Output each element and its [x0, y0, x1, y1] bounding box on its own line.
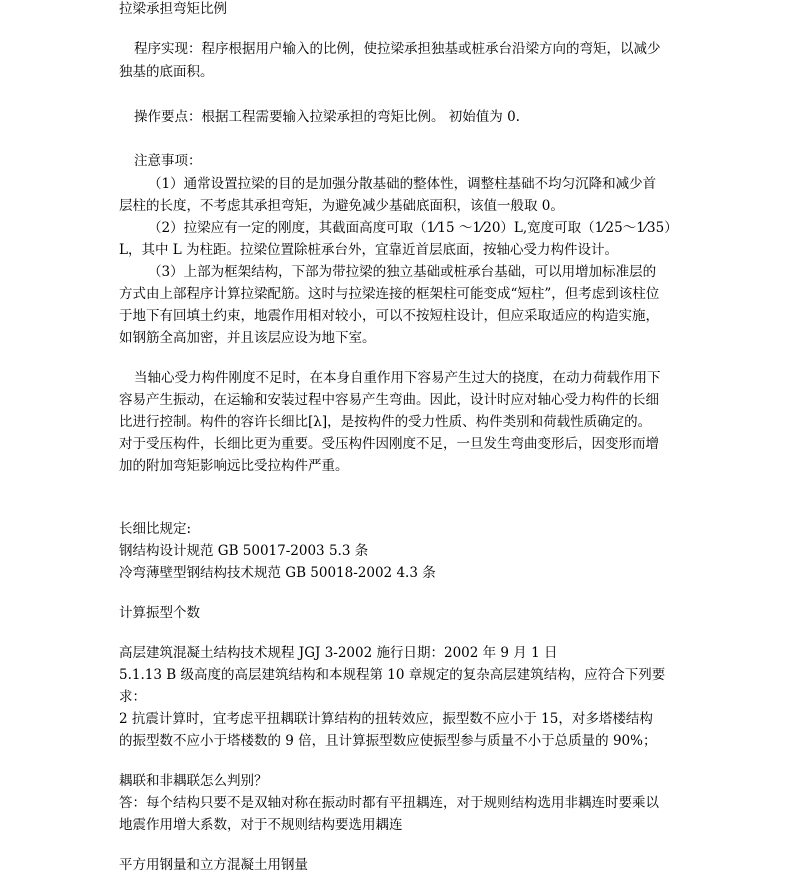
- answer-line-2: 地震作用增大系数，对于不规则结构要选用耦连: [119, 817, 403, 833]
- item2-line-2: 的振型数不应小于塔楼数的 9 倍，且计算振型数应使振型参与质量不小于总质量的 90%；: [119, 733, 657, 749]
- ops-line: 操作要点：根据工程需要输入拉梁承担的弯矩比例。 初始值为 0.: [134, 109, 520, 125]
- slender-para-line-1: 当轴心受力构件刚度不足时，在本身自重作用下容易产生过大的挠度，在动力荷载作用下: [134, 370, 661, 386]
- note3-line-4: 如钢筋全高加密，并且该层应设为地下室。: [119, 330, 376, 346]
- note3-line-2: 方式由上部程序计算拉梁配筋。这时与拉梁连接的框架柱可能变成“短柱”，但考虑到该柱位: [119, 286, 660, 302]
- item2-line-1: 2 抗震计算时，宜考虑平扭耦联计算结构的扭转效应，振型数不应小于 15，对多塔楼结构: [119, 711, 653, 727]
- note2-line-2: L，其中 L 为柱距。拉梁位置除桩承台外，宜靠近首层底面，按轴心受力构件设计。: [119, 242, 619, 258]
- jgj-code-line: 高层建筑混凝土结构技术规程 JGJ 3-2002 施行日期：2002 年 9 月 1 日: [119, 645, 558, 661]
- note1-line-1: （1）通常设置拉梁的目的是加强分散基础的整体性，调整柱基础不均匀沉降和减少首: [148, 176, 657, 192]
- note3-line-3: 于地下有回填土约束，地震作用相对较小，可以不按短柱设计，但应采取适应的构造实施，: [119, 308, 659, 324]
- impl-line-2: 独基的底面积。: [119, 64, 214, 80]
- code-gb50017: 钢结构设计规范 GB 50017-2003 5.3 条: [119, 543, 369, 559]
- slender-para-line-5: 加的附加弯矩影响远比受拉构件严重。: [119, 458, 349, 474]
- code-gb50018: 冷弯薄壁型钢结构技术规范 GB 50018-2002 4.3 条: [119, 565, 436, 581]
- note1-line-2: 层柱的长度，不考虑其承担弯矩，为避免减少基础底面积，该值一般取 0。: [119, 198, 564, 214]
- note2-line-1: （2）拉梁应有一定的刚度，其截面高度可取（1⁄15 ～1⁄20）L,宽度可取（1⁄25～1⁄35）: [148, 220, 678, 236]
- heading-vibration-modes: 计算振型个数: [119, 605, 200, 621]
- slender-para-line-2: 容易产生振动，在运输和安装过程中容易产生弯曲。因此，设计时应对轴心受力构件的长细: [119, 392, 659, 408]
- note3-line-1: （3）上部为框架结构，下部为带拉梁的独立基础或桩承台基础，可以用增加标准层的: [148, 264, 657, 280]
- heading-steel-usage: 平方用钢量和立方混凝土用钢量: [119, 857, 308, 873]
- slender-para-line-3: 比进行控制。构件的容许长细比[λ]，是按构件的受力性质、构件类别和荷载性质确定的。: [119, 414, 652, 430]
- notes-title: 注意事项：: [134, 153, 202, 169]
- slender-para-line-4: 对于受压构件，长细比更为重要。受压构件因刚度不足，一旦发生弯曲变形后，因变形而增: [119, 436, 659, 452]
- answer-line-1: 答：每个结构只要不是双轴对称在振动时都有平扭耦连，对于规则结构选用非耦连时要乘以: [119, 795, 659, 811]
- clause-line-1: 5.1.13 B 级高度的高层建筑结构和本规程第 10 章规定的复杂高层建筑结构，应符合下列要: [119, 667, 666, 683]
- heading-tie-beam-moment-ratio: 拉梁承担弯矩比例: [119, 1, 227, 17]
- slender-title: 长细比规定:: [119, 521, 192, 537]
- clause-line-2: 求：: [119, 689, 146, 705]
- impl-line-1: 程序实现：程序根据用户输入的比例，使拉梁承担独基或桩承台沿梁方向的弯矩，以减少: [134, 41, 661, 57]
- question-title: 耦联和非耦联怎么判别？: [119, 773, 268, 789]
